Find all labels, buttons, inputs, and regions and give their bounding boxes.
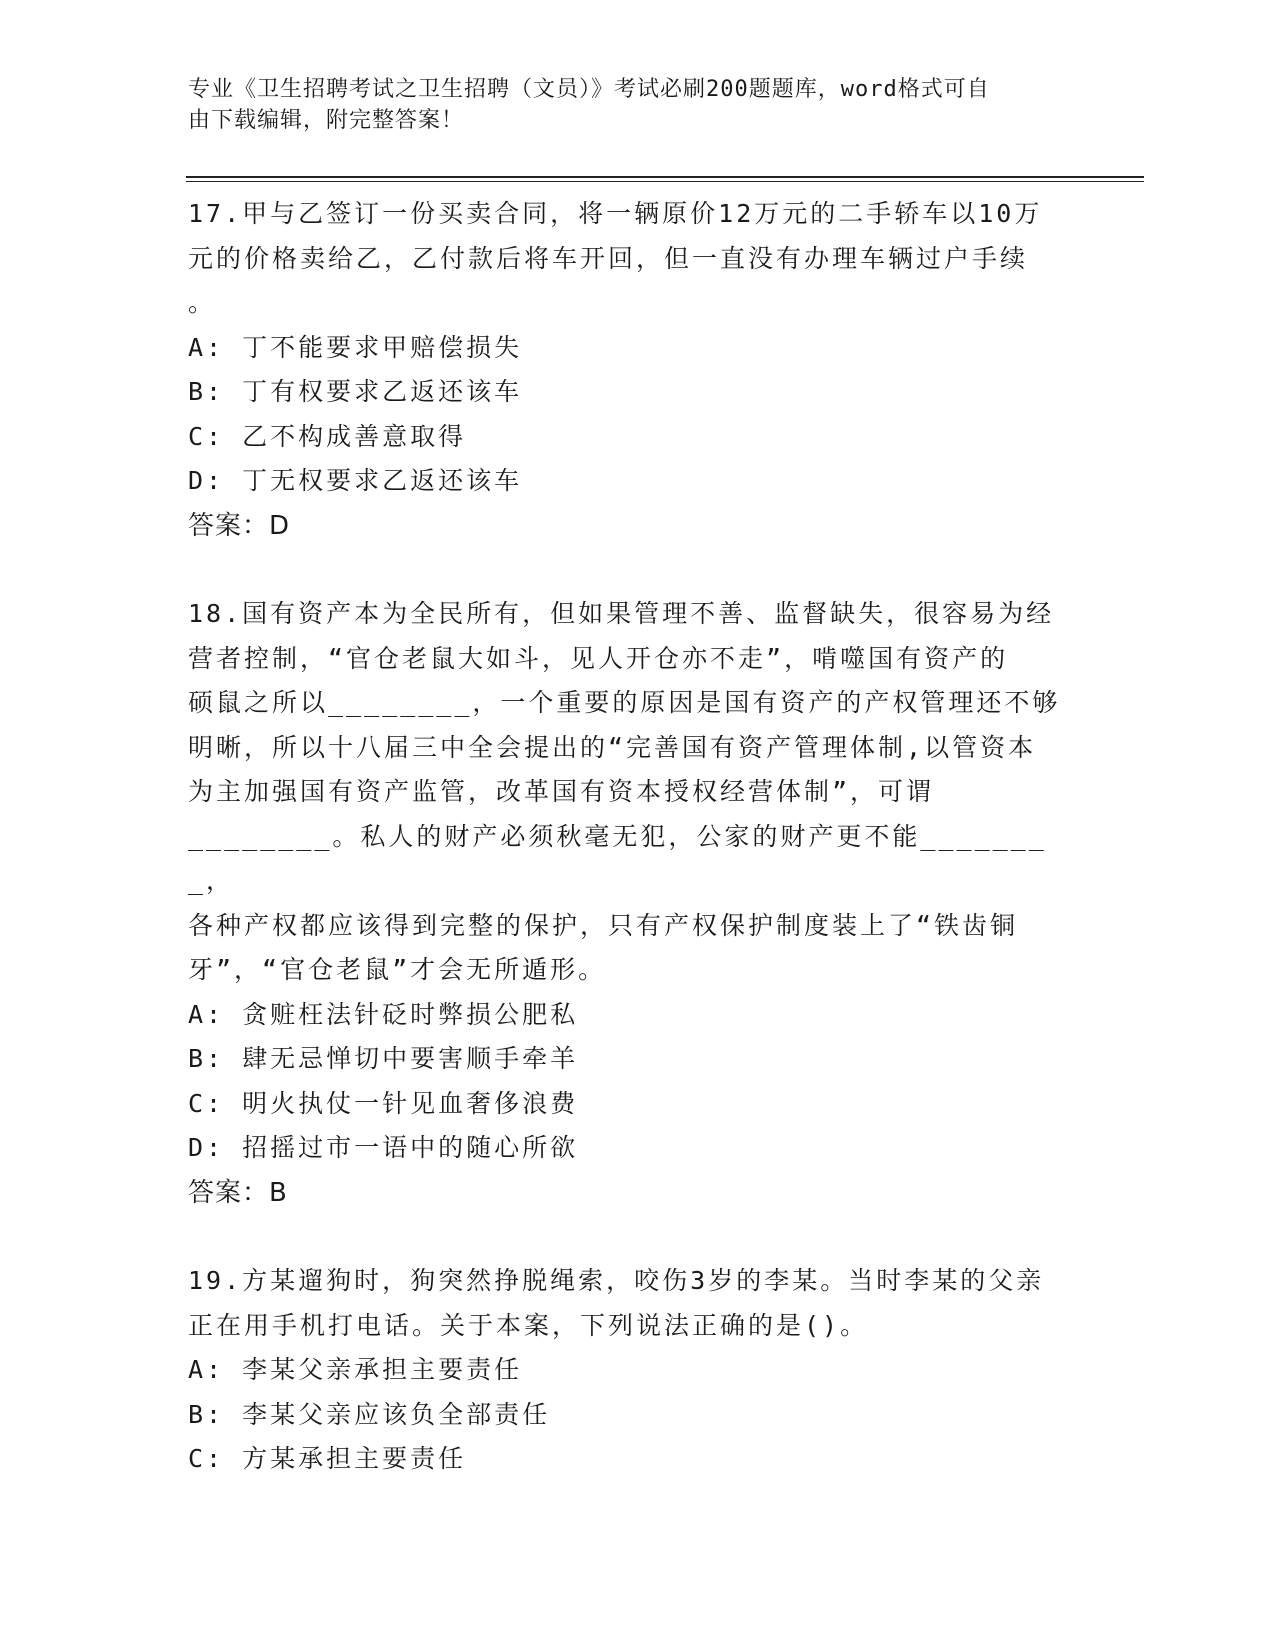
question-19 <box>188 1259 1078 1482</box>
option-a: A: 丁不能要求甲赔偿损失 <box>188 332 523 362</box>
question-stem-line: 19.方某遛狗时，狗突然挣脱绳索，咬伤3岁的李某。当时李某的父亲 <box>188 1266 1045 1295</box>
header-line: 专业《卫生招聘考试之卫生招聘（文员）》考试必刷200题题库，word格式可自 <box>188 77 990 102</box>
option-b: B: 肆无忌惮切中要害顺手牵羊 <box>188 1044 579 1073</box>
question-stem-line: 牙”，“官仓老鼠”才会无所遁形。 <box>188 955 607 984</box>
question-stem-line: 元的价格卖给乙，乙付款后将车开回，但一直没有办理车辆过户手续 <box>188 243 1029 273</box>
option-a: A: 李某父亲承担主要责任 <box>188 1355 523 1384</box>
option-b: B: 丁有权要求乙返还该车 <box>188 377 523 406</box>
document-header <box>188 74 1088 136</box>
question-stem-line: 。 <box>188 288 217 317</box>
header-line: 由下载编辑，附完整答案！ <box>188 108 465 133</box>
question-stem-line: 18.国有资产本为全民所有，但如果管理不善、监督缺失，很容易为经 <box>188 599 1055 628</box>
option-a: A: 贪赃枉法针砭时弊损公肥私 <box>188 999 579 1029</box>
question-stem-line: 正在用手机打电话。关于本案，下列说法正确的是()。 <box>188 1310 869 1340</box>
option-d: D: 丁无权要求乙返还该车 <box>188 466 523 495</box>
question-stem-line: 明晰，所以十八届三中全会提出的“完善国有资产管理体制,以管资本 <box>188 732 1037 762</box>
header-divider <box>186 176 1144 178</box>
question-list <box>188 192 1078 1482</box>
question-stem-line: ________。私人的财产必须秋毫无犯，公家的财产更不能________， <box>188 821 1047 895</box>
question-17 <box>188 192 1078 548</box>
question-stem-line: 17.甲与乙签订一份买卖合同，将一辆原价12万元的二手轿车以10万 <box>188 199 1043 228</box>
question-stem-line: 营者控制，“官仓老鼠大如斗，见人开仓亦不走”，啃噬国有资产的 <box>188 643 1009 673</box>
header-divider-thin <box>186 181 1144 182</box>
option-d: D: 招摇过市一语中的随心所欲 <box>188 1133 579 1162</box>
option-c: C: 方某承担主要责任 <box>188 1444 467 1473</box>
option-c: C: 明火执仗一针见血奢侈浪费 <box>188 1088 579 1118</box>
question-stem-line: 为主加强国有资产监管，改革国有资本授权经营体制”，可谓 <box>188 777 935 806</box>
answer-line: 答案：B <box>188 1177 288 1208</box>
option-b: B: 李某父亲应该负全部责任 <box>188 1399 551 1429</box>
question-stem-line: 硕鼠之所以________，一个重要的原因是国有资产的产权管理还不够 <box>188 688 1061 717</box>
question-18 <box>188 592 1078 1215</box>
question-stem-line: 各种产权都应该得到完整的保护，只有产权保护制度装上了“铁齿铜 <box>188 910 1019 940</box>
answer-line: 答案：D <box>188 510 291 541</box>
option-c: C: 乙不构成善意取得 <box>188 421 467 451</box>
